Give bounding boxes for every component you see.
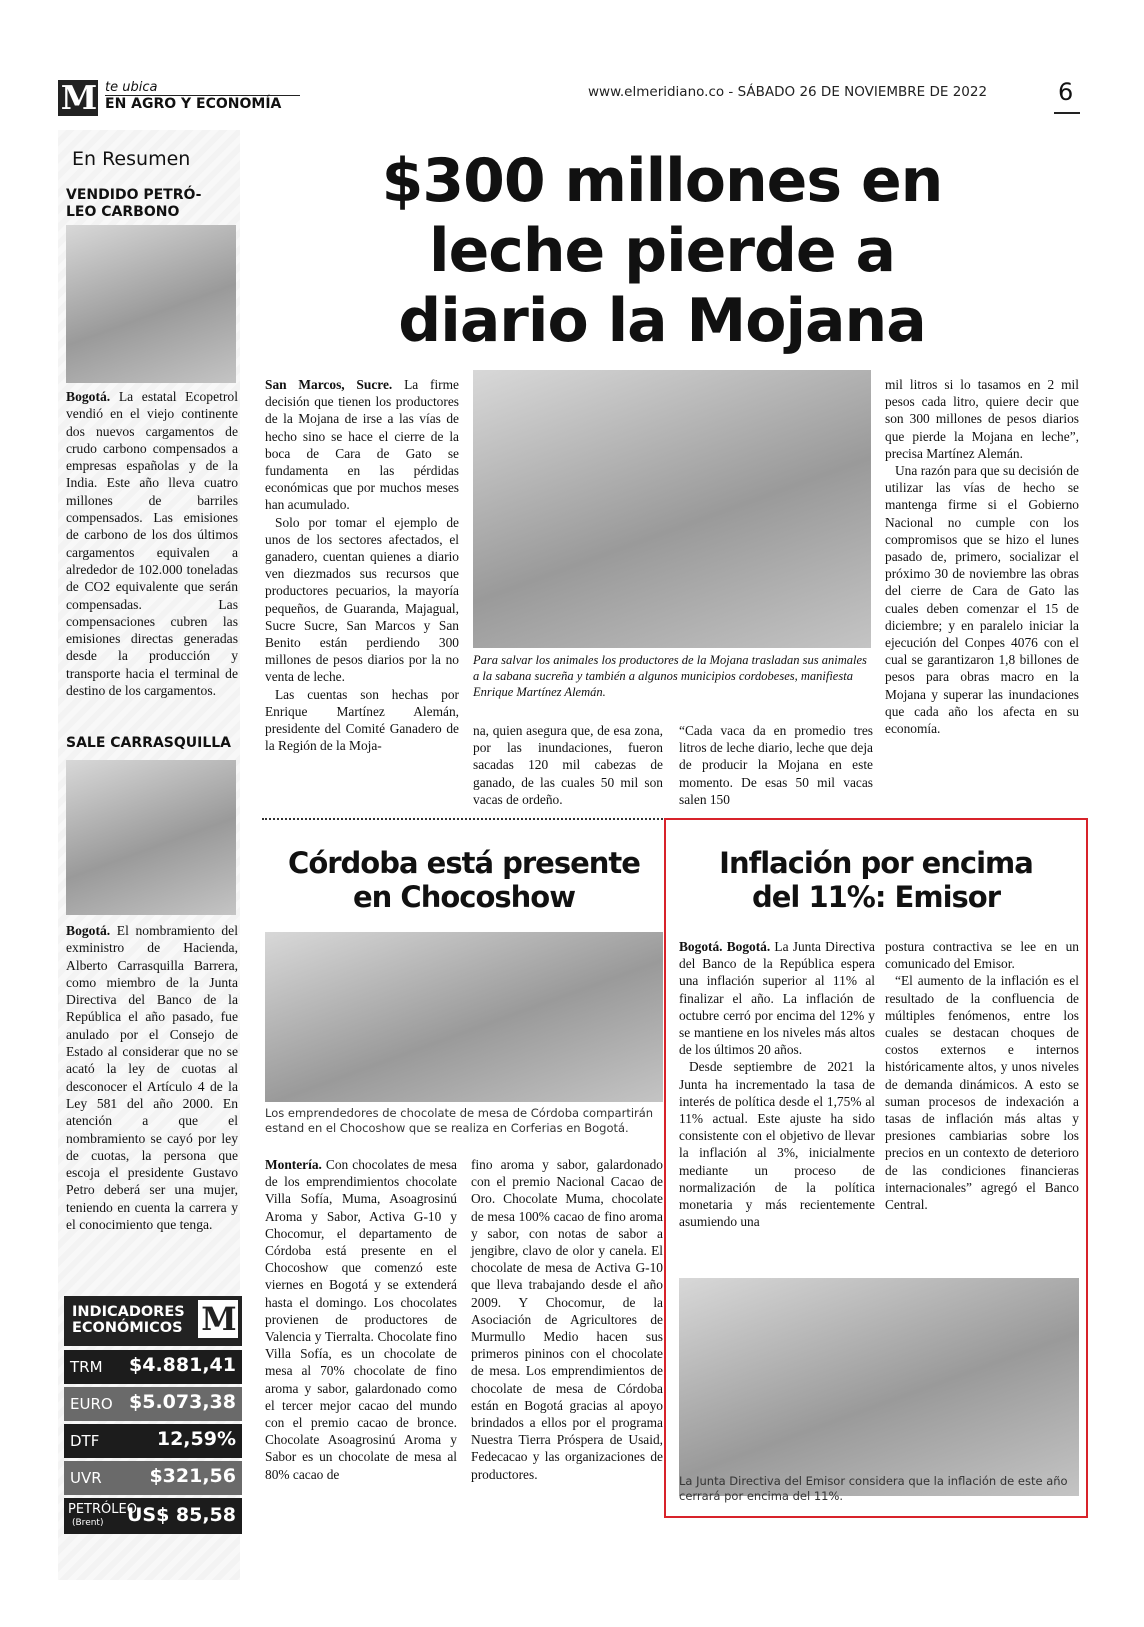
ecopetrol-photo <box>66 225 236 383</box>
sidebar-item2-heading: SALE CARRASQUILLA <box>66 735 232 751</box>
chocoshow-photo-caption: Los emprendedores de chocolate de mesa de Córdoba compartirán estand en el Chocoshow que se realiza en Corferias en Bogotá. <box>265 1106 654 1135</box>
page-number: 6 <box>1058 78 1074 106</box>
indicator-row-uvr: UVR $321,56 <box>64 1461 242 1495</box>
section-title: EN AGRO Y ECONOMÍA <box>105 96 282 112</box>
site-and-date: www.elmeridiano.co - SÁBADO 26 DE NOVIEMBRE DE 2022 <box>588 84 988 100</box>
chocoshow-photo <box>265 932 663 1102</box>
sidebar-title: En Resumen <box>72 148 191 170</box>
indicator-row-trm: TRM $4.881,41 <box>64 1350 242 1384</box>
newspaper-logo: M <box>58 80 98 116</box>
inflation-headline: Inflación por encima del 11%: Emisor <box>719 846 1033 914</box>
main-headline: $300 millones en leche pierde a diario la Mojana <box>381 146 943 356</box>
sidebar-item2-text: Bogotá. El nombramiento del exministro de Hacienda, Alberto Carrasquilla Barrera, como miembro de la Junta Directiva del Banco de la República el año pasado, fue anulado por el Consejo de Estado al considerar que no se acató la ley de cuotas al desconocer el Artículo 4 de la Ley 581 del año 2000. En atención a que el nombramiento se cayó por ley de cuotas, la persona que escoja el presidente Gustavo Petro deberá ser una mujer, teniendo en cuenta la carrera y el conocimiento que tenga. <box>66 923 238 1233</box>
page-number-rule <box>1054 112 1080 114</box>
main-article-col2: na, quien asegura que, de esa zona, por las inundaciones, fueron sacadas 120 mil cabezas de ganado, de las cuales 50 mil son vacas de ordeño. <box>473 723 663 807</box>
main-article-col1: San Marcos, Sucre. La firme decisión que tienen los productores de la Mojana de irse a las vías de hecho sino se hace el cierre de la boca de Cara de Gato se fundamenta en las pérdidas económicas que por muchos meses han acumulado. Solo por tomar el ejemplo de unos de los sectores afectados, el ganadero, cuentan quienes a diario ven diezmados sus recursos que productores pecuarios, la mayoría pequeños, de Guaranda, Majagual, Sucre Sucre, San Marcos y San Benito están perdiendo 300 millones de pesos diarios por la no venta de leche. Las cuentas son hechas por Enrique Martínez Alemán, presidente del Comité Ganadero de la Región de la Moja- <box>265 377 459 754</box>
indicators-heading: INDICADORES ECONÓMICOS <box>64 1296 242 1346</box>
section-kicker: te ubica <box>105 80 158 95</box>
inflation-article-col1: Bogotá. Bogotá. La Junta Directiva del Banco de la República espera una inflación superior al 11% al finalizar el año. La inflación de octubre cerró por encima del 12% y se mantiene en los niveles más altos de los últimos 20 años. Desde septiembre de 2021 la Junta ha incrementado la tasa de interés de política desde el 1,75% al 11% actual. Este ajuste ha sido consistente con el objetivo de llevar la inflación al 3%, inicialmente mediante un proceso de normalización de la política monetaria y más recientemente asumiendo una <box>679 939 876 1230</box>
carrasquilla-photo <box>66 760 236 915</box>
main-article-col3: “Cada vaca da en promedio tres litros de leche diario, leche que deja de producir la Mojana en este momento. De esas 50 mil vacas salen 150 <box>679 723 873 807</box>
cordoba-article-col1: Montería. Con chocolates de mesa de los emprendimientos chocolate Villa Sofía, Muma, Asoagrosinú Aroma y Sabor, Activa G-10 y Chocomur, el departamento de Córdoba está presente en el Chocoshow que comenzó este viernes en Bogotá y se extenderá hasta el domingo. Los chocolates provienen de productores de Valencia y Tierralta. Chocolate fino Villa Sofía, es un chocolate de mesa al 70% chocolate de fino aroma y sabor, galardonado como el tercer mejor cacao del mundo con el premio cacao de bronce. Chocolate Asoagrosinú Aroma y Sabor es un chocolate de mesa al 80% cacao de <box>265 1157 457 1482</box>
main-article-col4: mil litros si lo tasamos en 2 mil pesos cada litro, quiere decir que son 300 millones de pesos diarios que pierde la Mojana en leche”, precisa Martínez Alemán. Una razón para que su decisión de utilizar las vías de hecho se mantenga firme si el Gobierno Nacional no cumple con los compromisos que se hizo el lunes pasado de, primero, socializar el próximo 30 de noviembre las obras del cierre de Cara de Gato las cuales deben comenzar el 15 de diciembre; y en paralelo iniciar la ejecución del Conpes 4076 con el cual se garantizaron 1,8 billones de pesos para obras macro en la Mojana y superar las inundaciones que cada año los afecta en su economía. <box>885 377 1079 737</box>
cordoba-article-col2: fino aroma y sabor, galardonado con el premio Nacional Cacao de Oro. Chocolate Muma, chocolate de mesa 100% cacao de fino aroma y sabor, con notas de sabor a jengibre, clavo de olor y canela. El chocolate de mesa de Activa G-10 que lleva trabajando desde el año 2009. Y Chocomur, de la Asociación de Agricultores de Murmullo Medio hacen sus primeros pininos con el chocolate de mesa. Los emprendimientos de chocolate de mesa de Córdoba están en Bogotá gracias al apoyo brindados a ellos por el programa Nuestra Tierra Próspera de Usaid, Fedecacao y las organizaciones de productores. <box>471 1157 663 1482</box>
cordoba-headline: Córdoba está presente en Chocoshow <box>288 846 640 914</box>
indicators-logo: M <box>198 1300 238 1338</box>
sidebar-item1-text: Bogotá. La estatal Ecopetrol vendió en el viejo continente dos nuevos cargamentos de crudo carbono compensados a empresas españolas y de la India. Este año lleva cuatro millones de barriles compensados. Las emisiones de carbono de los dos últimos cargamentos equivalen a alrededor de 102.000 toneladas de CO2 equivalente que serán compensadas. Las compensaciones cubren las emisiones directas generadas desde la producción y transporte hacia el terminal de destino de los cargamentos. <box>66 389 238 699</box>
mojana-photo-caption: Para salvar los animales los productores de la Mojana trasladan sus animales a la sabana sucreña y también a algunos municipios cordobeses, manifiesta Enrique Martínez Alemán. <box>473 653 867 699</box>
indicator-row-oil: PETRÓLEO (Brent) US$ 85,58 <box>64 1498 242 1534</box>
vegetables-photo-caption: La Junta Directiva del Emisor considera que la inflación de este año cerrará por encima del 11%. <box>679 1474 1068 1503</box>
mojana-photo <box>473 370 871 648</box>
vegetables-photo <box>679 1278 1079 1496</box>
indicator-row-dtf: DTF 12,59% <box>64 1424 242 1458</box>
inflation-article-col2: postura contractiva se lee en un comunicado del Emisor. “El aumento de la inflación es el resultado de la confluencia de múltiples fenómenos, entre los cuales se destacan choques de costos externos e internos históricamente altos, y unos niveles de demanda dinámicos. A esto se suman procesos de indexación a tasas de inflación más altas y presiones cambiarias sobre los precios en un contexto de deterioro de las condiciones financieras internacionales” agregó el Banco Central. <box>885 939 1079 1213</box>
sidebar-item1-heading: VENDIDO PETRÓ- LEO CARBONO <box>66 187 202 220</box>
indicator-row-euro: EURO $5.073,38 <box>64 1387 242 1421</box>
